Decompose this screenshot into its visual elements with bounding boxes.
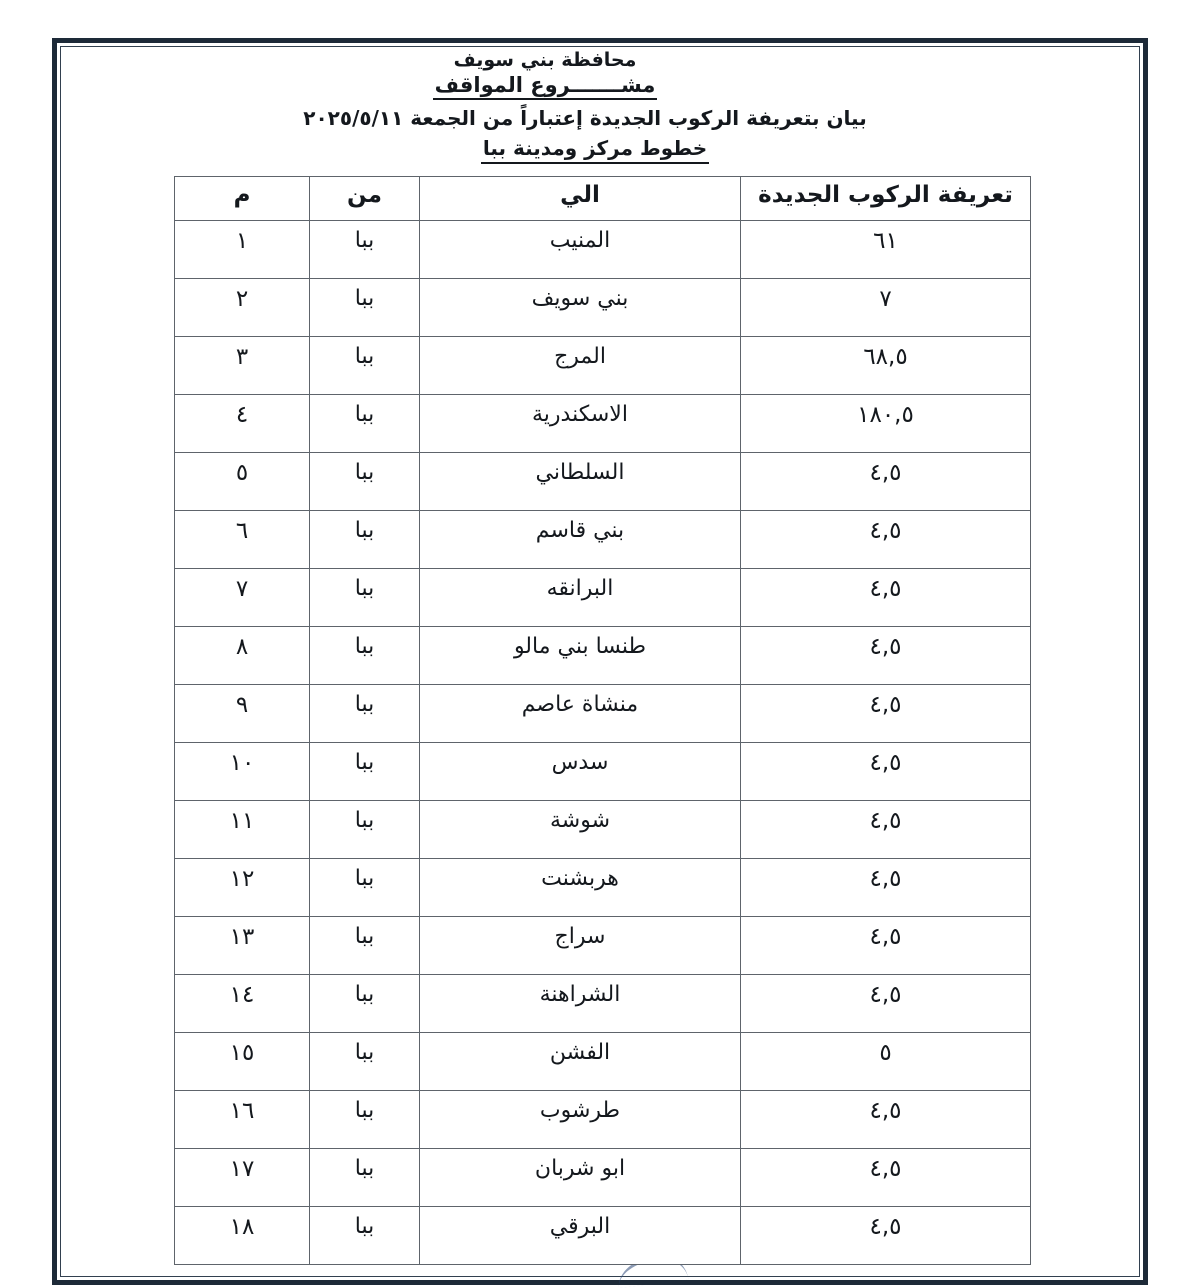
table-row [175,1033,1031,1091]
cell-destination: الشراهنة [420,975,741,1033]
section-subtitle-text: خطوط مركز ومدينة ببا [481,136,709,164]
cell-index: ٥ [175,453,310,511]
column-header-to: الي [420,177,741,221]
cell-index: ١٥ [175,1033,310,1091]
cell-fare: ٤,٥ [741,569,1031,627]
table-row [175,743,1031,801]
cell-index: ٦ [175,511,310,569]
cell-origin: ببا [310,569,420,627]
table-row [175,1091,1031,1149]
table-row [175,221,1031,279]
cell-fare: ٤,٥ [741,1091,1031,1149]
cell-fare: ٤,٥ [741,801,1031,859]
cell-index: ٢ [175,279,310,337]
cell-destination: بني قاسم [420,511,741,569]
cell-origin: ببا [310,801,420,859]
fares-table-header [175,177,1031,221]
statement-subtitle: بيان بتعريفة الركوب الجديدة إعتباراً من الجمعة ٢٠٢٥/٥/١١ [303,106,867,131]
column-header-fare: تعريفة الركوب الجديدة [741,177,1031,221]
cell-origin: ببا [310,337,420,395]
cell-fare: ٤,٥ [741,743,1031,801]
cell-fare: ٤,٥ [741,1207,1031,1265]
cell-destination: شوشة [420,801,741,859]
cell-destination: البرقي [420,1207,741,1265]
cell-origin: ببا [310,975,420,1033]
cell-index: ٣ [175,337,310,395]
cell-fare: ٤,٥ [741,917,1031,975]
cell-index: ١٧ [175,1149,310,1207]
fares-table-body [175,221,1031,1265]
cell-destination: طرشوب [420,1091,741,1149]
cell-destination: البرانقه [420,569,741,627]
cell-fare: ٥ [741,1033,1031,1091]
cell-destination: هربشنت [420,859,741,917]
cell-origin: ببا [310,511,420,569]
cell-destination: سدس [420,743,741,801]
table-row [175,627,1031,685]
section-subtitle [57,137,1143,161]
cell-destination: منشاة عاصم [420,685,741,743]
table-row [175,1207,1031,1265]
cell-index: ٤ [175,395,310,453]
cell-index: ١٠ [175,743,310,801]
cell-index: ١٦ [175,1091,310,1149]
cell-index: ٧ [175,569,310,627]
table-row [175,395,1031,453]
cell-index: ١٢ [175,859,310,917]
table-row [175,1149,1031,1207]
fares-table [174,176,1031,1265]
cell-index: ١٣ [175,917,310,975]
table-row [175,801,1031,859]
cell-origin: ببا [310,1091,420,1149]
cell-fare: ٤,٥ [741,627,1031,685]
table-row [175,917,1031,975]
table-row [175,569,1031,627]
cell-origin: ببا [310,1207,420,1265]
cell-fare: ٤,٥ [741,511,1031,569]
column-header-no: م [175,177,310,221]
cell-origin: ببا [310,453,420,511]
cell-origin: ببا [310,1033,420,1091]
project-title-text: مشـــــــروع المواقف [433,73,658,100]
governorate-name: محافظة بني سويف [453,49,637,71]
cell-fare: ٤,٥ [741,685,1031,743]
table-header-row [175,177,1031,221]
cell-destination: الاسكندرية [420,395,741,453]
fares-table-container [175,176,1031,1265]
cell-origin: ببا [310,395,420,453]
cell-fare: ٤,٥ [741,453,1031,511]
cell-fare: ٤,٥ [741,1149,1031,1207]
table-row [175,511,1031,569]
cell-index: ١٨ [175,1207,310,1265]
cell-fare: ٧ [741,279,1031,337]
cell-origin: ببا [310,1149,420,1207]
table-row [175,859,1031,917]
column-header-from: من [310,177,420,221]
table-row [175,453,1031,511]
table-row [175,279,1031,337]
cell-fare: ٤,٥ [741,975,1031,1033]
cell-index: ١٤ [175,975,310,1033]
cell-origin: ببا [310,279,420,337]
cell-index: ١١ [175,801,310,859]
cell-destination: ابو شربان [420,1149,741,1207]
cell-origin: ببا [310,743,420,801]
cell-destination: بني سويف [420,279,741,337]
cell-fare: ٦٨,٥ [741,337,1031,395]
table-row [175,685,1031,743]
cell-destination: السلطاني [420,453,741,511]
cell-origin: ببا [310,859,420,917]
cell-origin: ببا [310,917,420,975]
cell-origin: ببا [310,627,420,685]
cell-index: ١ [175,221,310,279]
cell-fare: ٤,٥ [741,859,1031,917]
cell-destination: المرج [420,337,741,395]
cell-origin: ببا [310,221,420,279]
cell-fare: ١٨٠,٥ [741,395,1031,453]
cell-destination: طنسا بني مالو [420,627,741,685]
table-row [175,337,1031,395]
cell-index: ٩ [175,685,310,743]
cell-destination: المنيب [420,221,741,279]
cell-fare: ٦١ [741,221,1031,279]
cell-origin: ببا [310,685,420,743]
table-row [175,975,1031,1033]
cell-index: ٨ [175,627,310,685]
cell-destination: الفشن [420,1033,741,1091]
project-title [57,73,1143,98]
document-heading-block [57,43,1143,160]
cell-destination: سراج [420,917,741,975]
